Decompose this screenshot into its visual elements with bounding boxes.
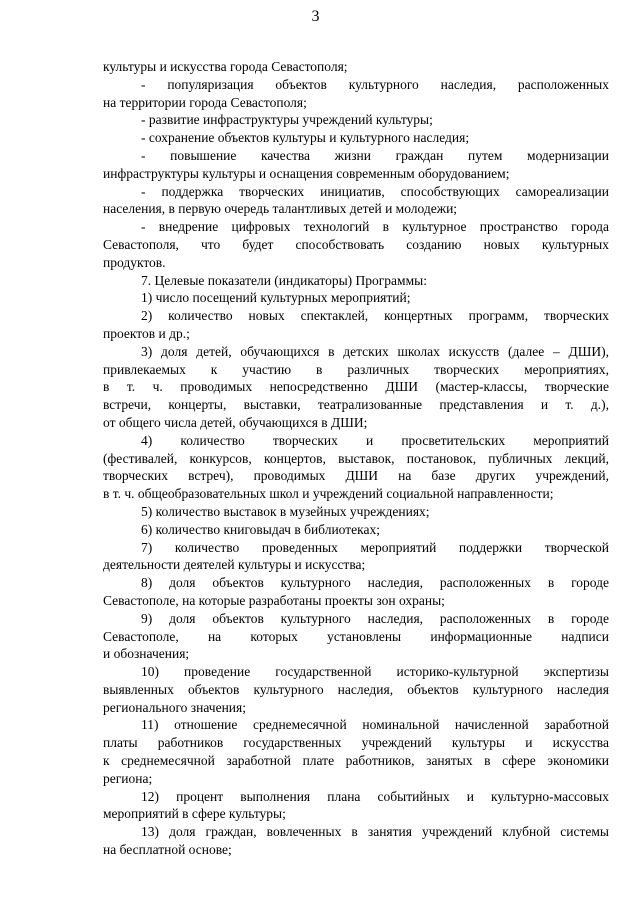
text-line: 9) доля объектов культурного наследия, расположенных в городе — [141, 610, 609, 626]
paragraph — [103, 610, 609, 663]
paragraph — [103, 183, 609, 219]
paragraph — [103, 663, 609, 716]
paragraph — [103, 788, 609, 824]
text-line: 4) количество творческих и просветительских мероприятий — [141, 432, 609, 448]
paragraph — [103, 76, 609, 112]
text-line: инфраструктуры культуры и оснащения современным оборудованием; — [103, 165, 510, 181]
text-line: Севастополе, на которые разработаны проекты зон охраны; — [103, 592, 445, 608]
text-line: привлекаемых к участию в различных творческих мероприятиях, — [103, 361, 609, 377]
text-line: творческих встреч), проводимых ДШИ на базе других учреждений, — [103, 468, 609, 484]
page-number: 3 — [311, 8, 320, 25]
text-line: проектов и др.; — [103, 325, 190, 341]
text-line: 13) доля граждан, вовлеченных в занятия учреждений клубной системы — [141, 824, 609, 840]
text-line: к среднемесячной заработной плате работников, занятых в сфере экономики — [103, 753, 609, 769]
text-line: 3) доля детей, обучающихся в детских школах искусств (далее – ДШИ), — [141, 343, 609, 359]
text-line: - популяризация объектов культурного наследия, расположенных — [141, 76, 609, 92]
text-line: 7) количество проведенных мероприятий поддержки творческой — [141, 539, 609, 555]
text-line: продуктов. — [103, 254, 166, 270]
text-line: - внедрение цифровых технологий в культурное пространство города — [141, 219, 609, 235]
paragraph — [103, 272, 609, 290]
text-line: - поддержка творческих инициатив, способствующих самореализации — [141, 183, 609, 199]
text-line: 10) проведение государственной историко-культурной экспертизы — [141, 664, 609, 680]
paragraph — [103, 218, 609, 271]
text-line: платы работников государственных учреждений культуры и искусства — [103, 735, 609, 751]
text-line: на бесплатной основе; — [103, 842, 232, 858]
text-line: в т. ч. проводимых непосредственно ДШИ (мастер-классы, творческие — [103, 379, 609, 395]
text-line: 5) количество выставок в музейных учреждениях; — [141, 503, 430, 519]
text-line: региона; — [103, 770, 153, 786]
text-line: 11) отношение среднемесячной номинальной начисленной заработной — [141, 717, 609, 733]
text-line: 2) количество новых спектаклей, концертных программ, творческих — [141, 308, 609, 324]
text-line: (фестивалей, конкурсов, концертов, выставок, постановок, публичных лекций, — [103, 450, 609, 466]
text-line: культуры и искусства города Севастополя; — [103, 59, 348, 74]
text-line: деятельности деятелей культуры и искусства; — [103, 557, 366, 573]
paragraph — [103, 58, 609, 76]
paragraph — [103, 147, 609, 183]
text-line: - сохранение объектов культуры и культурного наследия; — [141, 130, 470, 146]
text-line: населения, в первую очередь талантливых детей и молодежи; — [103, 201, 458, 217]
paragraph — [103, 432, 609, 503]
text-line: Севастополе, на которых установлены информационные надписи — [103, 628, 609, 644]
text-line: 12) процент выполнения плана событийных и культурно-массовых — [141, 788, 609, 804]
paragraph — [103, 289, 609, 307]
text-line: мероприятий в сфере культуры; — [103, 806, 286, 822]
paragraph — [103, 503, 609, 521]
text-line: в т. ч. общеобразовательных школ и учреждений социальной направленности; — [103, 486, 554, 502]
paragraph — [103, 343, 609, 432]
paragraph — [103, 716, 609, 787]
text-line: встречи, концерты, выставки, театрализованные представления и т. д.), — [103, 397, 609, 413]
text-line: - развитие инфраструктуры учреждений культуры; — [141, 112, 433, 128]
paragraph — [103, 574, 609, 610]
document-body — [103, 58, 609, 859]
paragraph — [103, 111, 609, 129]
text-line: 8) доля объектов культурного наследия, расположенных в городе — [141, 575, 609, 591]
text-line: Севастополя, что будет способствовать созданию новых культурных — [103, 236, 609, 252]
text-line: и обозначения; — [103, 646, 190, 662]
text-line: на территории города Севастополя; — [103, 94, 307, 110]
text-line: 7. Целевые показатели (индикаторы) Программы: — [141, 272, 427, 288]
paragraph — [103, 539, 609, 575]
text-line: - повышение качества жизни граждан путем модернизации — [141, 147, 609, 163]
text-line: 6) количество книговыдач в библиотеках; — [141, 521, 380, 537]
text-line: регионального значения; — [103, 699, 246, 715]
paragraph — [103, 129, 609, 147]
paragraph — [103, 823, 609, 859]
text-line: 1) число посещений культурных мероприятий; — [141, 290, 411, 306]
paragraph — [103, 521, 609, 539]
text-line: выявленных объектов культурного наследия, объектов культурного наследия — [103, 681, 609, 697]
paragraph — [103, 307, 609, 343]
text-line: от общего числа детей, обучающихся в ДШИ; — [103, 414, 368, 430]
